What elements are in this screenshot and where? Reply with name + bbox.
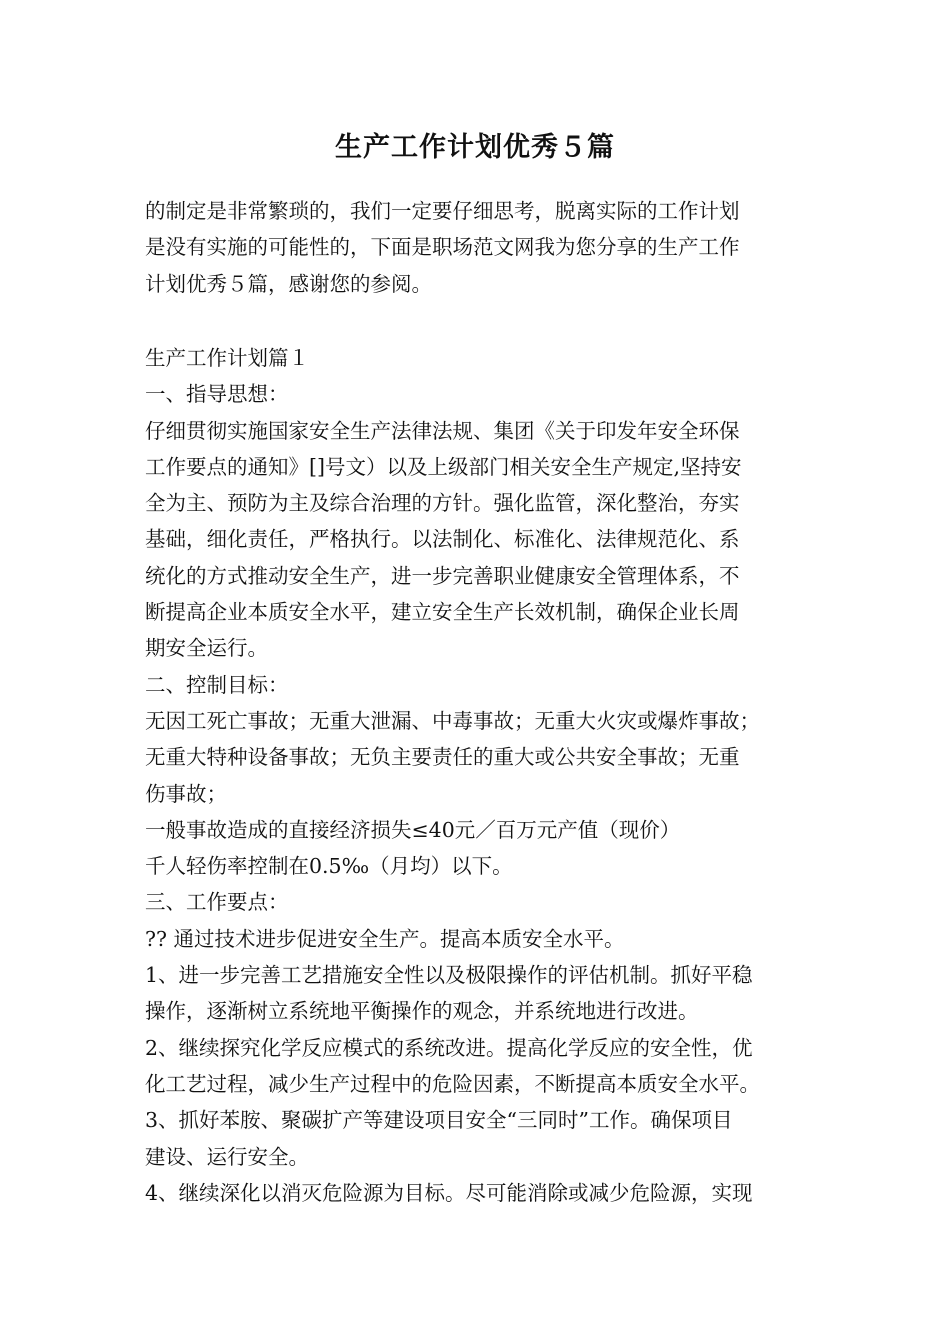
body-line: 1、进一步完善工艺措施安全性以及极限操作的评估机制。抓好平稳 [145, 963, 753, 988]
document-title: 生产工作计划优秀５篇 [335, 132, 615, 163]
body-line: 仔细贯彻实施国家安全生产法律法规、集团《关于印发年安全环保 [145, 418, 740, 443]
body-line: 千人轻伤率控制在0.5‰（月均）以下。 [145, 854, 513, 879]
body-line: 期安全运行。 [145, 636, 268, 661]
intro-paragraph [145, 193, 835, 302]
body-line: ?? 通过技术进步促进安全生产。提高本质安全水平。 [145, 926, 625, 951]
body-line: 基础，细化责任，严格执行。以法制化、标准化、法律规范化、系 [145, 527, 740, 552]
body-line: 3、抓好苯胺、聚碳扩产等建设项目安全“三同时”工作。确保项目 [145, 1108, 733, 1133]
body-line: 断提高企业本质安全水平，建立安全生产长效机制，确保企业长周 [145, 600, 740, 625]
body-line: 统化的方式推动安全生产，进一步完善职业健康安全管理体系，不 [145, 563, 740, 588]
body-line: 4、继续深化以消灭危险源为目标。尽可能消除或减少危险源，实现 [145, 1180, 753, 1205]
body-line: 2、继续探究化学反应模式的系统改进。提高化学反应的安全性，优 [145, 1035, 753, 1060]
intro-line: 的制定是非常繁琐的，我们一定要仔细思考，脱离实际的工作计划 [145, 199, 740, 223]
body-line: 工作要点的通知》[]号文）以及上级部门相关安全生产规定,坚持安 [145, 454, 742, 479]
body-line: 化工艺过程，减少生产过程中的危险因素，不断提高本质安全水平。 [145, 1071, 760, 1096]
body-line: 无因工死亡事故；无重大泄漏、中毒事故；无重大火灾或爆炸事故； [145, 708, 760, 733]
body-line: 建设、运行安全。 [145, 1144, 309, 1169]
subsection-heading: 一、指导思想： [145, 382, 289, 407]
intro-line: 计划优秀５篇，感谢您的参阅。 [145, 271, 432, 296]
body-line: 无重大特种设备事故；无负主要责任的重大或公共安全事故；无重 [145, 745, 740, 770]
subsection-heading: 三、工作要点： [145, 890, 289, 915]
body-line: 操作，逐渐树立系统地平衡操作的观念，并系统地进行改进。 [145, 999, 699, 1024]
document-body [145, 340, 835, 1211]
body-line: 一般事故造成的直接经济损失≤40元／百万元产值（现价） [145, 817, 681, 842]
section-heading: 生产工作计划篇１ [145, 346, 309, 370]
subsection-heading: 二、控制目标： [145, 672, 289, 697]
intro-line: 是没有实施的可能性的，下面是职场范文网我为您分享的生产工作 [145, 235, 740, 260]
body-line: 全为主、预防为主及综合治理的方针。强化监管，深化整治，夯实 [145, 491, 740, 516]
body-line: 伤事故； [145, 781, 227, 806]
